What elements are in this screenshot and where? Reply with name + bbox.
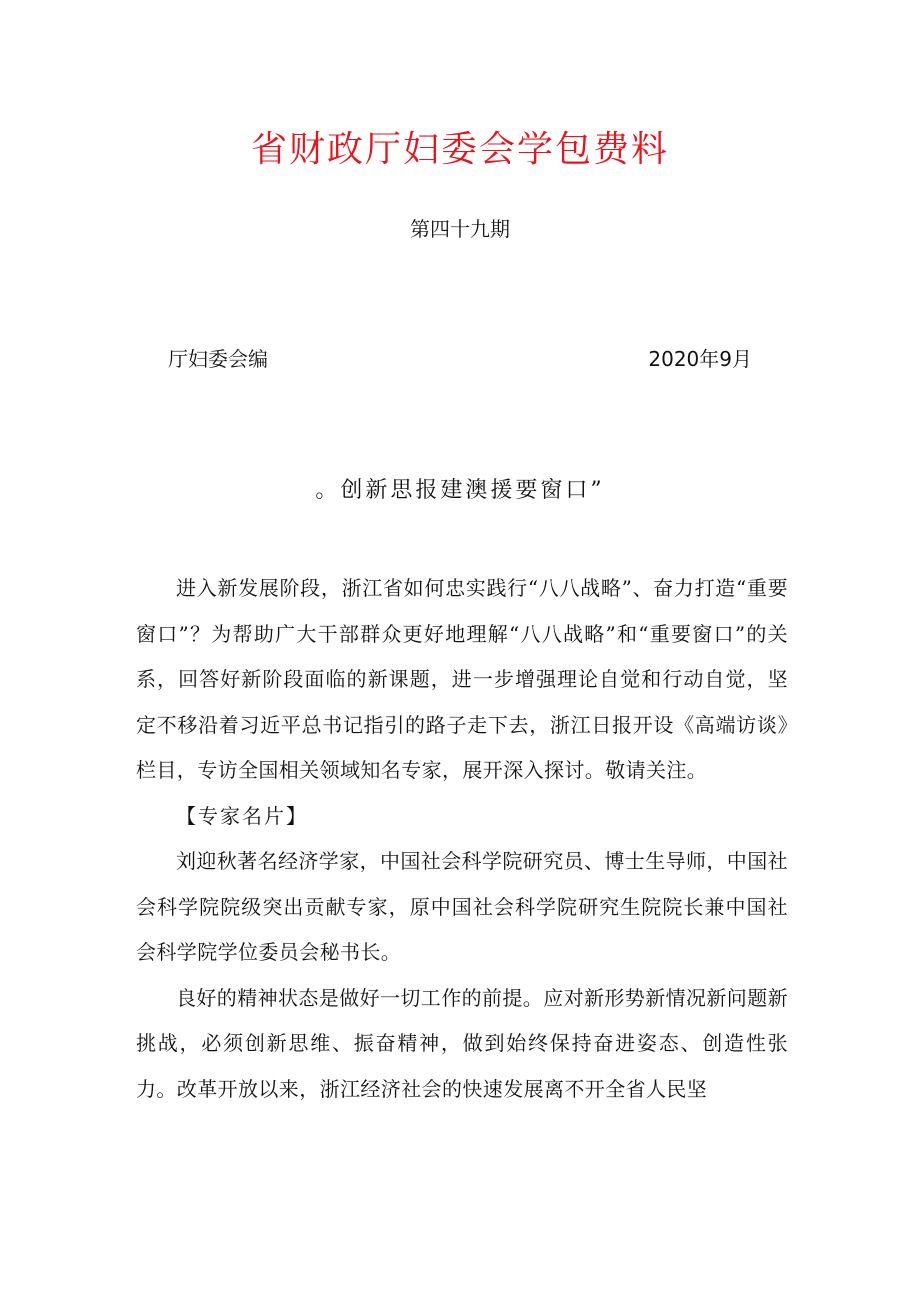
body-paragraph: 良好的精神状态是做好一切工作的前提。应对新形势新情况新问题新挑战，必须创新思维、振奋精神，做到始终保持奋进姿态、创造性张力。改革开放以来，浙江经济社会的快速发展离不开全省人民坚 — [136, 985, 788, 1101]
expert-bio-paragraph: 刘迎秋著名经济学家，中国社会科学院研究员、博士生导师，中国社会科学院院级突出贡献专家，原中国社会科学院研究生院院长兼中国社会科学院学位委员会秘书长。 — [136, 849, 788, 964]
expert-card-heading: 【专家名片】 — [176, 803, 308, 828]
article-title: 。创新思报建澳援要窗口” — [315, 478, 605, 503]
publication-date: 2020年9月 — [648, 347, 752, 371]
issue-number: 第四十九期 — [410, 217, 510, 241]
masthead-title: 省财政厅妇委会学包费料 — [250, 129, 669, 170]
editor-line: 厅妇委会编 — [168, 347, 268, 371]
intro-paragraph: 进入新发展阶段，浙江省如何忠实践行“八八战略”、奋力打造“重要窗口”？为帮助广大干部群众更好地理解“八八战略”和“重要窗口”的关系，回答好新阶段面临的新课题，进一步增强理论自觉和行动自觉，坚定不移沿着习近平总书记指引的路子走下去，浙江日报开设《高端访谈》栏目，专访全国相关领域知名专家，展开深入探讨。敬请关注。 — [136, 576, 788, 782]
article-body — [136, 566, 788, 1112]
